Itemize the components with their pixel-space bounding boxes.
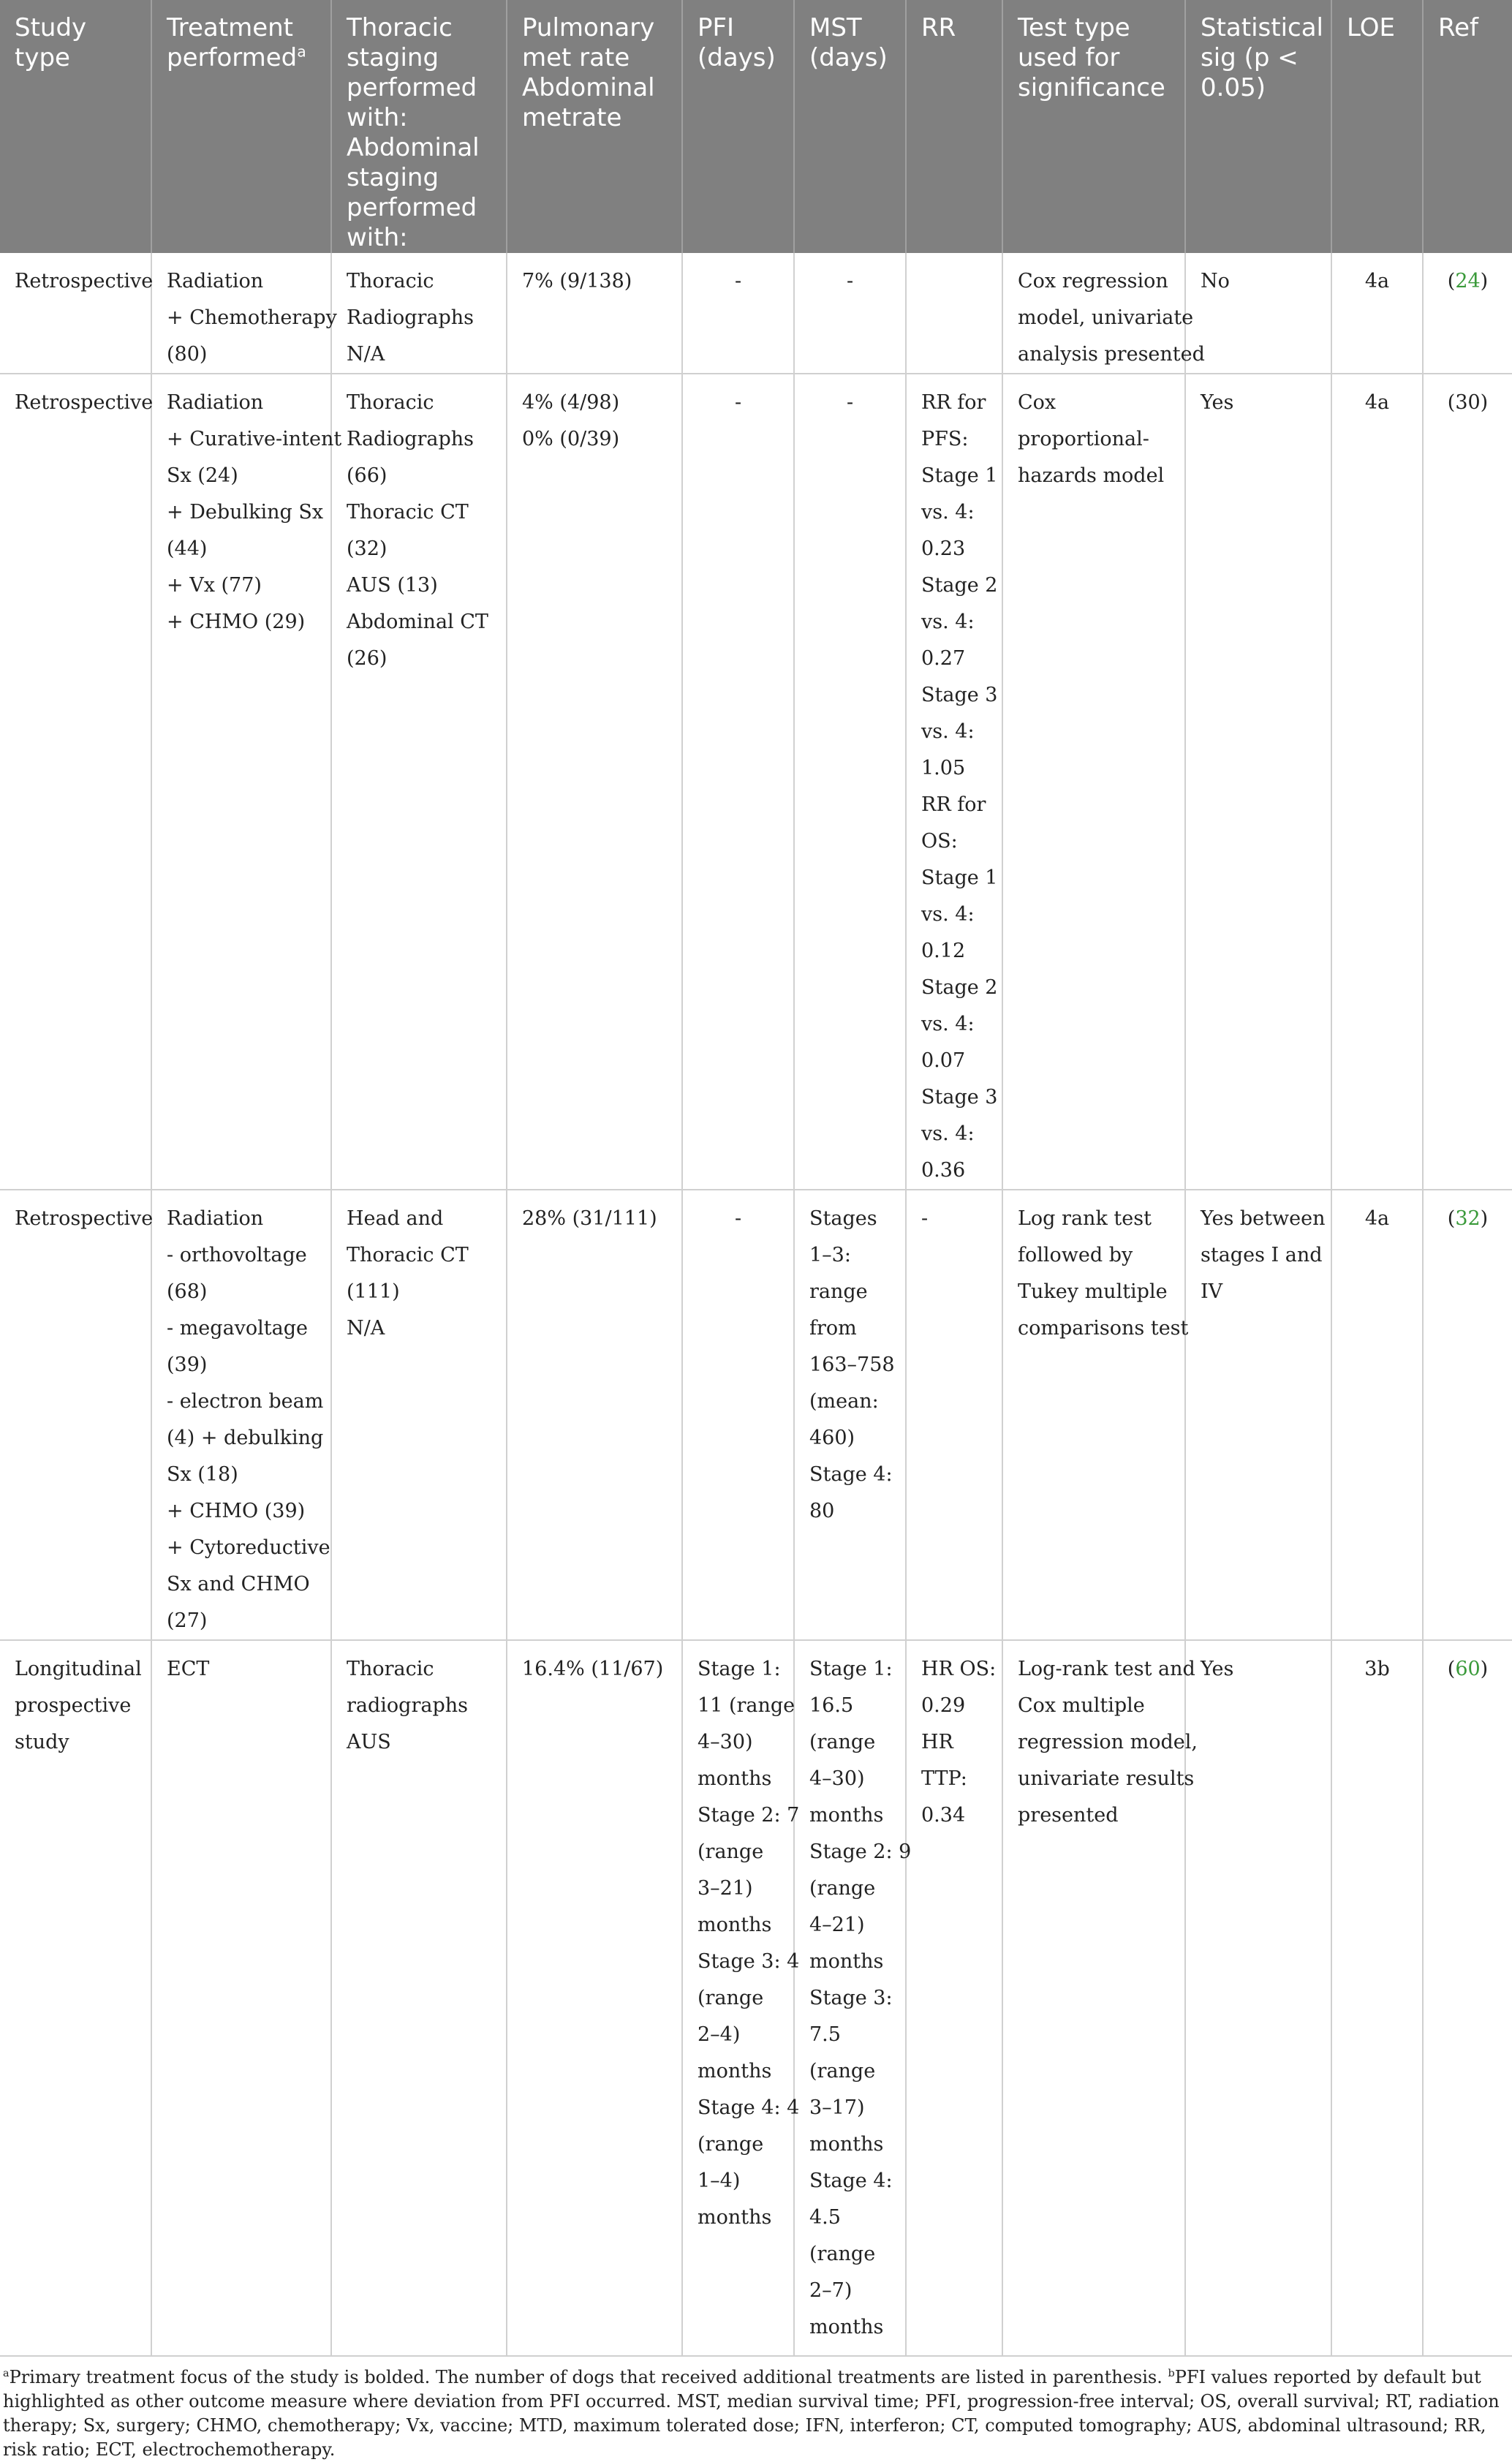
cell-line: Thoracic (347, 1658, 434, 1680)
cell-line: vs. 4: (921, 1122, 975, 1145)
cell-loe: 4a (1331, 1190, 1423, 1640)
cell-line: - (734, 391, 742, 414)
cell-line: + Chemotherapy (167, 306, 337, 329)
cell-line: Stage 4: 4 (698, 2096, 800, 2119)
cell-line: RR for (921, 793, 986, 816)
cell-line: analysis presented (1018, 343, 1205, 366)
cell-treatment (151, 1640, 331, 2356)
cell-line: (68) (167, 1280, 208, 1303)
cell-line: N/A (347, 343, 385, 366)
footnote-a-text: Primary treatment focus of the study is bolded. The number of dogs that received additional treatments are listed in parenthesis. (9, 2367, 1168, 2387)
cell-line: 4% (4/98) (522, 391, 620, 414)
cell-line: - (846, 391, 854, 414)
stat-sig-header-p: (p < 0.05) (1201, 43, 1299, 102)
cell-line: AUS (347, 1731, 391, 1753)
cell-line: 163–758 (809, 1353, 895, 1376)
cell-rr (906, 1190, 1002, 1640)
header-row (0, 0, 1512, 253)
cell-treatment (151, 374, 342, 1190)
cell-stat-sig (1185, 1640, 1331, 2356)
cell-line: (26) (347, 647, 388, 670)
cell-ref (1423, 1640, 1512, 2356)
footnote-a-mark: a (3, 2368, 10, 2379)
cell-line: 80 (809, 1500, 835, 1522)
cell-mst (794, 1640, 912, 2356)
cell-line: months (809, 1950, 884, 1973)
col-header-pfi: PFI (days) (682, 0, 794, 253)
col-header-treatment (151, 0, 331, 253)
ref-paren-open: ( (1447, 1207, 1456, 1230)
cell-pfi (682, 1190, 794, 1640)
cell-line: Thoracic CT (347, 1244, 469, 1266)
cell-line: months (698, 2206, 772, 2229)
cell-line: Log-rank test and (1018, 1658, 1195, 1680)
col-header-ref: Ref (1423, 0, 1512, 253)
cell-study-type (0, 374, 154, 1190)
cell-line: Sx and CHMO (167, 1573, 310, 1596)
cell-line: (range (809, 2060, 876, 2082)
table-row (0, 1640, 1512, 2356)
ref-link[interactable]: 60 (1455, 1658, 1481, 1680)
treatment-header-footnote-mark: a (297, 42, 306, 61)
cell-line: PFS: (921, 428, 969, 450)
cell-line: Sx (24) (167, 464, 238, 487)
cell-line: Tukey multiple (1018, 1280, 1168, 1303)
cell-line: 4–21) (809, 1914, 865, 1936)
cell-line: Log rank test (1018, 1207, 1152, 1230)
cell-mst (794, 374, 906, 1190)
cell-line: Longitudinal (15, 1658, 142, 1680)
cell-staging (331, 1190, 507, 1640)
cell-line: 0.29 (921, 1694, 966, 1717)
cell-line: (39) (167, 1353, 208, 1376)
ref-paren-open: (30) (1447, 391, 1489, 414)
cell-line: 3–17) (809, 2096, 865, 2119)
cell-line: 4–30) (698, 1731, 753, 1753)
cell-line: TTP: (921, 1767, 967, 1790)
cell-line: range (809, 1280, 868, 1303)
cell-line: Yes (1201, 1658, 1234, 1680)
cell-test-type (1002, 1190, 1189, 1640)
cell-line: Cox regression (1018, 270, 1168, 292)
col-header-met-rate: Pulmonary met rate Abdominal metrate (507, 0, 682, 253)
cell-line: Radiation (167, 270, 264, 292)
cell-line: Stage 1 (921, 464, 998, 487)
cell-line: Stage 1: (698, 1658, 781, 1680)
cell-line: Stage 2 (921, 574, 998, 597)
ref-paren-close: ) (1480, 1207, 1489, 1230)
cell-line: ECT (167, 1658, 210, 1680)
cell-line: 0.12 (921, 940, 966, 962)
ref-paren-close: ) (1480, 1658, 1489, 1680)
cell-line: months (698, 1767, 772, 1790)
cell-staging (331, 1640, 507, 2356)
table-row (0, 374, 1512, 1190)
cell-line: Retrospective (15, 1207, 154, 1230)
cell-mst (794, 1190, 906, 1640)
ref-link[interactable]: 32 (1455, 1207, 1481, 1230)
cell-line: + CHMO (29) (167, 611, 306, 633)
cell-line: Stage 2: 7 (698, 1804, 800, 1827)
cell-met-rate (507, 1640, 682, 2356)
footnote-b-mark: b (1168, 2368, 1175, 2379)
cell-line: months (698, 1914, 772, 1936)
cell-line: 0.23 (921, 537, 966, 560)
cell-line: AUS (13) (347, 574, 438, 597)
cell-line: (range (809, 2243, 876, 2265)
cell-met-rate (507, 1190, 682, 1640)
cell-treatment (151, 1190, 331, 1640)
cell-line: Radiation (167, 391, 264, 414)
cell-line: 16.4% (11/67) (522, 1658, 664, 1680)
cell-line: Stage 4: (809, 2170, 893, 2192)
cell-line: proportional- (1018, 428, 1149, 450)
cell-line: univariate results (1018, 1767, 1195, 1790)
cell-line: HR (921, 1731, 953, 1753)
cell-line: Radiation (167, 1207, 264, 1230)
ref-paren-close: ) (1480, 270, 1489, 292)
cell-ref (1423, 1190, 1512, 1640)
cell-line: presented (1018, 1804, 1119, 1827)
cell-line: (66) (347, 464, 388, 487)
cell-line: 1.05 (921, 757, 966, 779)
cell-line: N/A (347, 1317, 385, 1340)
cell-line: Yes (1201, 391, 1234, 414)
cell-line: Retrospective (15, 391, 154, 414)
cell-loe: 3b (1331, 1640, 1423, 2356)
col-header-staging: Thoracic staging performed with: Abdominal staging performed with: (331, 0, 507, 253)
cell-line: 1–4) (698, 2170, 741, 2192)
ref-paren-open: ( (1447, 270, 1456, 292)
cell-line: 0.27 (921, 647, 966, 670)
ref-paren-open: ( (1447, 1658, 1456, 1680)
cell-line: Stage 3: 4 (698, 1950, 800, 1973)
cell-stat-sig (1185, 1190, 1331, 1640)
cell-line: vs. 4: (921, 903, 975, 926)
cell-line: (mean: (809, 1390, 879, 1413)
cell-ref (1423, 374, 1512, 1190)
cell-study-type (0, 1190, 154, 1640)
footnote-b-text: PFI values reported by default but highlighted as other outcome measure where deviation from PFI occurred. MST, median survival time; PFI, progression-free interval; OS, overall survival; RT, radiation therapy; Sx, surgery; CHMO, chemotherapy; Vx, vaccine; MTD, maximum tolerated dose; IFN, interferon; CT, computed tomography; AUS, abdominal ultrasound; RR, risk ratio; ECT, electrochemotherapy. (3, 2367, 1500, 2460)
ref-link[interactable]: 24 (1455, 270, 1481, 292)
cell-test-type (1002, 253, 1205, 374)
cell-met-rate (507, 253, 682, 374)
cell-line: - (734, 270, 742, 292)
cell-line: IV (1201, 1280, 1223, 1303)
cell-line: 0% (0/39) (522, 428, 620, 450)
cell-line: (32) (347, 537, 388, 560)
cell-mst (794, 253, 906, 374)
cell-line: hazards model (1018, 464, 1165, 487)
col-header-loe: LOE (1331, 0, 1423, 253)
col-header-mst: MST (days) (794, 0, 906, 253)
cell-pfi (682, 374, 794, 1190)
stat-sig-header-text: Statistical sig (1201, 13, 1323, 72)
cell-line: Stage 3: (809, 1987, 893, 2009)
cell-line: Stages (809, 1207, 877, 1230)
cell-line: followed by (1018, 1244, 1133, 1266)
cell-line: 28% (31/111) (522, 1207, 657, 1230)
cell-line: RR for (921, 391, 986, 414)
cell-line: 4–30) (809, 1767, 865, 1790)
cell-line: (range (809, 1731, 876, 1753)
cell-line: Stage 3 (921, 1086, 998, 1109)
cell-line: + Curative-intent (167, 428, 342, 450)
cell-line: prospective (15, 1694, 132, 1717)
cell-line: (range (698, 2133, 764, 2156)
cell-stat-sig (1185, 253, 1331, 374)
cell-line: 16.5 (809, 1694, 854, 1717)
cell-line: 7% (9/138) (522, 270, 632, 292)
cell-test-type (1002, 1640, 1198, 2356)
cell-line: Retrospective (15, 270, 154, 292)
cell-line: months (698, 2060, 772, 2082)
cell-loe: 4a (1331, 253, 1423, 374)
cell-line: Stage 3 (921, 684, 998, 706)
cell-line: (111) (347, 1280, 400, 1303)
cell-line: (44) (167, 537, 208, 560)
cell-line: 11 (range (698, 1694, 795, 1717)
cell-line: Stage 1 (921, 866, 998, 889)
cell-line: regression model, (1018, 1731, 1198, 1753)
cell-line: Stage 2 (921, 976, 998, 999)
cell-line: from (809, 1317, 857, 1340)
table-row (0, 1190, 1512, 1640)
cell-line: (4) + debulking (167, 1427, 324, 1449)
cell-line: Radiographs (347, 428, 475, 450)
cell-loe: 4a (1331, 374, 1423, 1190)
cell-line: - megavoltage (167, 1317, 309, 1340)
cell-line: months (809, 1804, 884, 1827)
cell-line: stages I and (1201, 1244, 1323, 1266)
cell-pfi (682, 253, 794, 374)
cell-line: vs. 4: (921, 501, 975, 524)
cell-line: 4.5 (809, 2206, 841, 2229)
cell-line: + CHMO (39) (167, 1500, 306, 1522)
cell-line: 2–4) (698, 2023, 741, 2046)
cell-line: Cox (1018, 391, 1056, 414)
cell-line: Thoracic (347, 391, 434, 414)
cell-line: 0.36 (921, 1159, 966, 1182)
cell-line: comparisons test (1018, 1317, 1189, 1340)
cell-ref (1423, 253, 1512, 374)
cell-rr (906, 1640, 1002, 2356)
cell-line: (27) (167, 1609, 208, 1632)
cell-line: 7.5 (809, 2023, 841, 2046)
cell-line: radiographs (347, 1694, 468, 1717)
cell-line: study (15, 1731, 69, 1753)
cell-met-rate (507, 374, 682, 1190)
col-header-test-type: Test type used for significance (1002, 0, 1185, 253)
cell-treatment (151, 253, 337, 374)
col-header-stat-sig (1185, 0, 1331, 253)
cell-line: - (921, 1207, 929, 1230)
cell-line: Abdominal CT (347, 611, 488, 633)
cell-study-type (0, 253, 154, 374)
cell-line: Cox multiple (1018, 1694, 1145, 1717)
cell-line: (range (698, 1987, 764, 2009)
table-row (0, 253, 1512, 374)
cell-line: (range (809, 1877, 876, 1900)
cell-line: - (846, 270, 854, 292)
cell-line: 2–7) (809, 2279, 853, 2302)
cell-line: 3–21) (698, 1877, 753, 1900)
cell-line: vs. 4: (921, 611, 975, 633)
cell-staging (331, 374, 507, 1190)
cell-line: months (809, 2316, 884, 2338)
table-body (0, 253, 1512, 2356)
cell-line: - (734, 1207, 742, 1230)
cell-line: Sx (18) (167, 1463, 238, 1486)
cell-line: Thoracic (347, 270, 434, 292)
cell-line: Head and (347, 1207, 444, 1230)
cell-staging (331, 253, 507, 374)
cell-line: No (1201, 270, 1230, 292)
cell-line: Stage 1: (809, 1658, 893, 1680)
cell-line: vs. 4: (921, 720, 975, 743)
cell-rr (906, 374, 1002, 1190)
cell-line: months (809, 2133, 884, 2156)
cell-line: HR OS: (921, 1658, 997, 1680)
cell-line: 460) (809, 1427, 855, 1449)
cell-line: (range (698, 1840, 764, 1863)
cell-line: Yes between (1201, 1207, 1326, 1230)
cell-line: 0.07 (921, 1049, 966, 1072)
cell-line: (80) (167, 343, 208, 366)
col-header-rr: RR (906, 0, 1002, 253)
cell-pfi (682, 1640, 800, 2356)
cell-line: vs. 4: (921, 1013, 975, 1035)
cell-line: - orthovoltage (167, 1244, 307, 1266)
cell-line: Radiographs (347, 306, 475, 329)
cell-stat-sig (1185, 374, 1331, 1190)
cell-line: + Vx (77) (167, 574, 262, 597)
cell-test-type (1002, 374, 1185, 1190)
cell-line: Stage 2: 9 (809, 1840, 912, 1863)
table-footnote (0, 2357, 1506, 2462)
cell-rr (906, 253, 1002, 374)
cell-line: 0.34 (921, 1804, 966, 1827)
cell-line: + Cytoreductive (167, 1536, 330, 1559)
treatment-header-text: Treatment performed (167, 13, 298, 72)
cell-line: OS: (921, 830, 958, 853)
cell-line: Stage 4: (809, 1463, 893, 1486)
col-header-study-type: Study type (0, 0, 151, 253)
cell-line: 1–3: (809, 1244, 851, 1266)
cell-line: + Debulking Sx (167, 501, 324, 524)
cell-line: - electron beam (167, 1390, 324, 1413)
cell-study-type (0, 1640, 151, 2356)
cell-line: model, univariate (1018, 306, 1194, 329)
cell-line: Thoracic CT (347, 501, 469, 524)
